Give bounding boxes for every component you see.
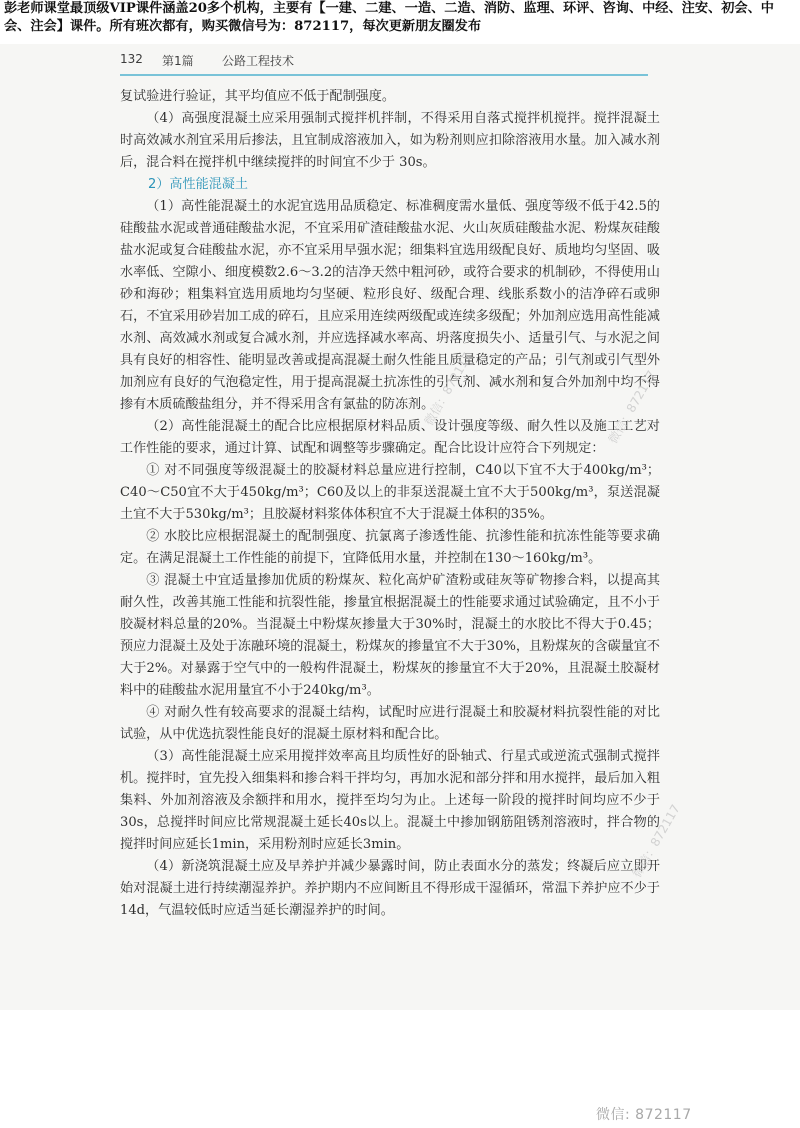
watermark: 微信：872117 xyxy=(421,350,475,428)
paragraph: （2）高性能混凝土的配合比应根据原材料品质、设计强度等级、耐久性以及施工工艺对工作性能的要求，通过计算、试配和调整等步骤确定。配合比设计应符合下列规定： xyxy=(120,419,660,456)
promo-banner: 彭老师课堂最顶级VIP课件涵盖20多个机构，主要有【一建、二建、一造、二造、消防、监理、环评、咨询、中经、注安、初会、中会、注会】课件。所有班次都有，购买微信号为：872117，每次更新朋友圈发布 xyxy=(4,1,774,34)
body-text xyxy=(120,86,660,922)
paragraph: （1）高性能混凝土的水泥宜选用品质稳定、标准稠度需水量低、强度等级不低于42.5的硅酸盐水泥或普通硅酸盐水泥，不宜采用矿渣硅酸盐水泥、火山灰质硅酸盐水泥、粉煤灰硅酸盐水泥或复合硅酸盐水泥，亦不宜采用早强水泥；细集料宜选用级配良好、质地均匀坚固、吸水率低、空隙小、细度模数2.6～3.2的洁净天然中粗河砂，或符合要求的机制砂，不得使用山砂和海砂；粗集料宜选用质地均匀坚硬、粒形良好、级配合理、线胀系数小的洁净碎石或卵石，不宜采用砂岩加工成的碎石，且应采用连续两级配或连续多级配；外加剂应选用高性能减水剂、高效减水剂或复合减水剂，并应选择减水率高、坍落度损失小、适量引气、与水泥之间具有良好的相容性、能明显改善或提高混凝土耐久性能且质量稳定的产品；引气剂或引气型外加剂应有良好的气泡稳定性，用于提高混凝土抗冻性的引气剂、减水剂和复合外加剂中均不得掺有木质硫酸盐组分，并不得采用含有氯盐的防冻剂。 xyxy=(120,199,660,412)
header-rule xyxy=(120,74,648,76)
part-label: 第1篇 xyxy=(162,54,194,68)
watermark: 微信：872117 xyxy=(605,368,659,446)
watermark: 微信：872117 xyxy=(629,802,683,880)
paragraph: ④ 对耐久性有较高要求的混凝土结构，试配时应进行混凝土和胶凝材料抗裂性能的对比试验，从中优选抗裂性能良好的混凝土原材料和配合比。 xyxy=(120,705,660,742)
paragraph: （3）高性能混凝土应采用搅拌效率高且均质性好的卧轴式、行星式或逆流式强制式搅拌机。搅拌时，宜先投入细集料和掺合料干拌均匀，再加水泥和部分拌和用水搅拌，最后加入粗集料、外加剂溶液及余额拌和用水，搅拌至均匀为止。上述每一阶段的搅拌时间均应不少于30s，总搅拌时间应比常规混凝土延长40s以上。混凝土中掺加钢筋阻锈剂溶液时，拌合物的搅拌时间应延长1min，采用粉剂时应延长3min。 xyxy=(120,749,660,852)
paragraph: ① 对不同强度等级混凝土的胶凝材料总量应进行控制，C40以下宜不大于400kg/m³；C40～C50宜不大于450kg/m³；C60及以上的非泵送混凝土宜不大于500kg/m³，泵送混凝土宜不大于530kg/m³；且胶凝材料浆体体积宜不大于混凝土体积的35%。 xyxy=(120,463,660,522)
chapter-title: 公路工程技术 xyxy=(222,54,295,68)
running-header xyxy=(120,52,648,74)
paragraph: 复试验进行验证，其平均值应不低于配制强度。 xyxy=(120,89,395,104)
paragraph: ③ 混凝土中宜适量掺加优质的粉煤灰、粒化高炉矿渣粉或硅灰等矿物掺合料，以提高其耐久性，改善其施工性能和抗裂性能，掺量宜根据混凝土的性能要求通过试验确定，且不小于胶凝材料总量的20%。当混凝土中粉煤灰掺量大于30%时，混凝土的水胶比不得大于0.45；预应力混凝土及处于冻融环境的混凝土，粉煤灰的掺量宜不大于30%，且粉煤灰的含碳量宜不大于2%。对暴露于空气中的一般构件混凝土，粉煤灰的掺量宜不大于20%，且混凝土胶凝材料中的硅酸盐水泥用量宜不小于240kg/m³。 xyxy=(120,573,660,698)
paragraph: （4）新浇筑混凝土应及早养护并减少暴露时间，防止表面水分的蒸发；终凝后应立即开始对混凝土进行持续潮湿养护。养护期内不应间断且不得形成干湿循环，常温下养护应不少于14d，气温较低时应适当延长潮湿养护的时间。 xyxy=(120,859,660,918)
paragraph: （4）高强度混凝土应采用强制式搅拌机拌制，不得采用自落式搅拌机搅拌。搅拌混凝土时高效减水剂宜采用后掺法，且宜制成溶液加入，如为粉剂则应扣除溶液用水量。加入减水剂后，混合料在搅拌机中继续搅拌的时间宜不少于 30s。 xyxy=(120,111,660,170)
paragraph: ② 水胶比应根据混凝土的配制强度、抗氯离子渗透性能、抗渗性能和抗冻性能等要求确定。在满足混凝土工作性能的前提下，宜降低用水量，并控制在130～160kg/m³。 xyxy=(120,529,660,566)
footer-wechat-id: 微信: 872117 xyxy=(596,1107,692,1123)
section-heading: 2）高性能混凝土 xyxy=(148,177,248,192)
page-number: 132 xyxy=(120,52,143,66)
